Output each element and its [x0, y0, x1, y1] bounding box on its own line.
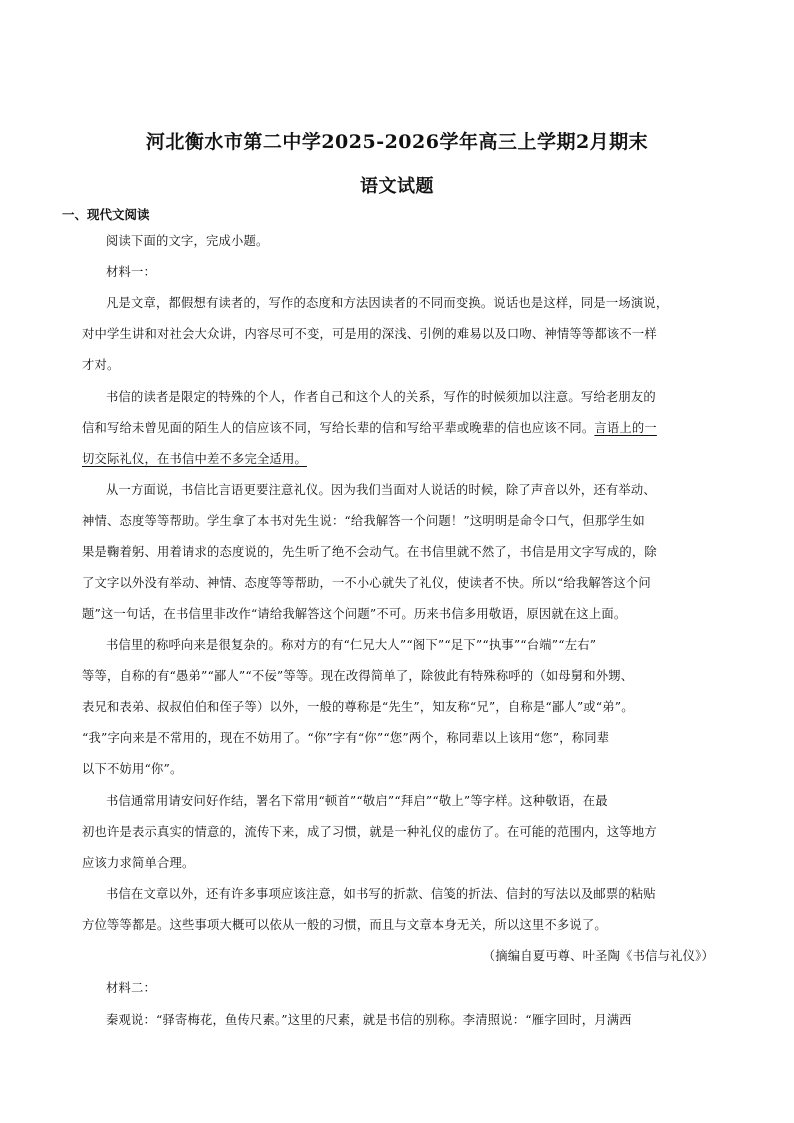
- underlined-text: 切交际礼仪，在书信中差不多完全适用。: [82, 452, 307, 466]
- paragraph-line: 书信通常用请安问好作结，署名下常用“顿首”“敬启”“拜启”“敬上”等字样。这种敬语，在最: [106, 794, 608, 808]
- underlined-text: 言语上的一: [594, 421, 657, 435]
- paragraph-line: 应该力求简单合理。: [82, 856, 195, 870]
- material-label-1: 材料一：: [106, 265, 156, 279]
- paragraph-line: 从一方面说，书信比言语更要注意礼仪。因为我们当面对人说话的时候，除了声音以外，还有举动、: [106, 483, 656, 497]
- paragraph-line: [82, 418, 657, 436]
- section-heading: 一、现代文阅读: [62, 207, 150, 222]
- paragraph-line: 对中学生讲和对社会大众讲，内容尽可不变，可是用的深浅、引例的难易以及口吻、神情等等都该不一样: [82, 327, 657, 341]
- paragraph-line: 表兄和表弟、叔叔伯伯和侄子等）以外，一般的尊称是“先生”，知友称“兄”，自称是“鄙人”或“弟”。: [82, 700, 634, 714]
- paragraph-line: 秦观说：“驿寄梅花，鱼传尺素。”这里的尺素，就是书信的别称。李清照说：“雁字回时，月满西: [106, 1013, 632, 1027]
- paragraph-line: 书信里的称呼向来是很复杂的。称对方的有“仁兄大人”“阁下”“足下”“执事”“台端”“左右”: [106, 638, 597, 652]
- paragraph-line: “我”字向来是不常用的，现在不妨用了。“你”字有“你”“您”两个，称同辈以上该用“您”，称同辈: [82, 731, 610, 745]
- paragraph-text: 信和写给未曾见面的陌生人的信应该不同，写给长辈的信和写给平辈或晚辈的信也应该不同。: [82, 421, 595, 435]
- paragraph-line: 书信在文章以外，还有许多事项应该注意，如书写的折款、信笺的折法、信封的写法以及邮票的粘贴: [106, 887, 656, 901]
- paragraph-line: 以下不妨用“你”。: [82, 762, 183, 776]
- page-title: 河北衡水市第二中学2025-2026学年高三上学期2月期末: [145, 131, 649, 153]
- material-label-2: 材料二：: [106, 981, 156, 995]
- paragraph-line: 神情、态度等等帮助。学生拿了本书对先生说：“给我解答一个问题！”这明明是命令口气，但那学生如: [82, 514, 645, 528]
- paragraph-line: 果是鞠着躬、用着请求的态度说的，先生听了绝不会动气。在书信里就不然了，书信是用文字写成的，除: [82, 545, 657, 559]
- paragraph-line: 方位等等都是。这些事项大概可以依从一般的习惯，而且与文章本身无关，所以这里不多说了。: [82, 918, 607, 932]
- page-subtitle: 语文试题: [360, 176, 434, 197]
- paragraph-line: 了文字以外没有举动、神情、态度等等帮助，一不小心就失了礼仪，使读者不快。所以“给我解答这个问: [82, 576, 651, 590]
- paragraph-line: 书信的读者是限定的特殊的个人，作者自己和这个人的关系，写作的时候须加以注意。写给老朋友的: [106, 390, 656, 404]
- paragraph-line: 才对。: [82, 358, 120, 372]
- instruction-text: 阅读下面的文字，完成小题。: [106, 234, 269, 248]
- paragraph-line: 等等，自称的有“愚弟”“鄙人”“不佞”等等。现在改得简单了，除彼此有特殊称呼的（如母舅和外甥、: [82, 669, 634, 683]
- paragraph-line: 初也许是表示真实的情意的，流传下来，成了习惯，就是一种礼仪的虚仿了。在可能的范围内，这等地方: [82, 825, 657, 839]
- source-citation: （摘编自夏丏尊、叶圣陶《书信与礼仪》）: [482, 949, 714, 963]
- paragraph-line: 凡是文章，都假想有读者的，写作的态度和方法因读者的不同而变换。说话也是这样，同是一场演说，: [106, 296, 669, 310]
- paragraph-line: 题”这一句话，在书信里非改作“请给我解答这个问题”不可。历来书信多用敬语，原因就在这上面。: [82, 607, 627, 621]
